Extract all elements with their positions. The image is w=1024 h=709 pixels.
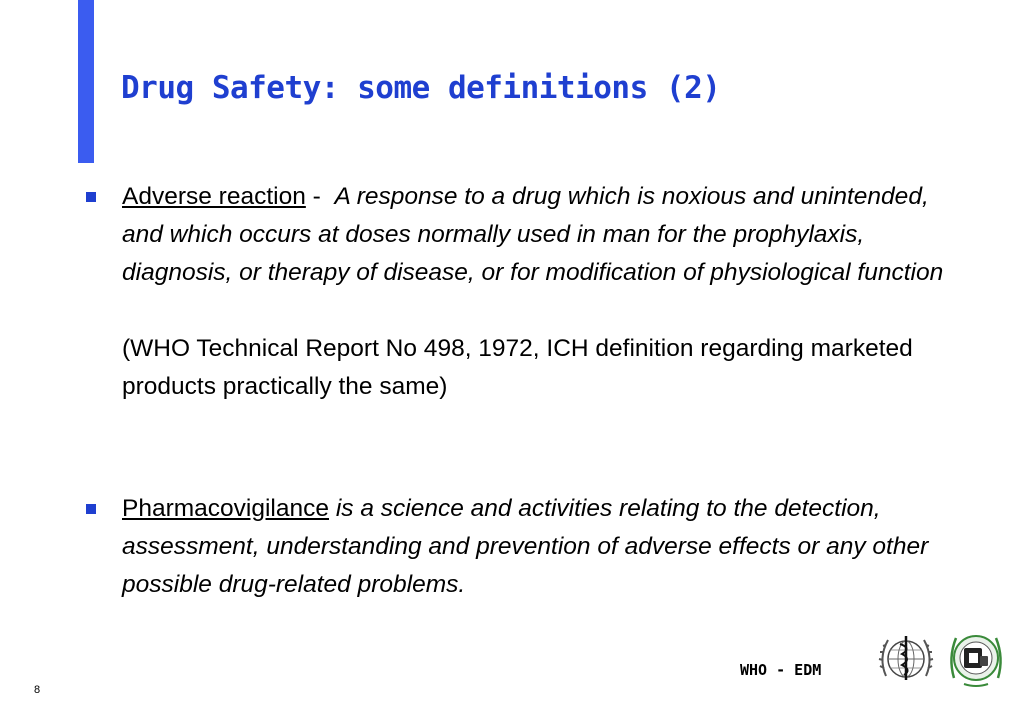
definition-pharmacovigilance: is a science and activities relating to the detection, assessment, understanding and prevention of adverse effects or any other possible drug-related problems. [122,495,929,598]
bullet-adverse-reaction [122,178,962,406]
square-bullet-icon [86,192,96,202]
title-accent-bar [78,0,94,163]
term-adverse-reaction: Adverse reaction [122,183,306,210]
definition-adverse-reaction: A response to a drug which is noxious and unintended, and which occurs at doses normally used in man for the prophylaxis, diagnosis, or therapy of disease, or for modification of physiological function [122,183,944,286]
footer-label: WHO - EDM [740,661,822,679]
bullet-pharmacovigilance [122,490,962,604]
term-pharmacovigilance: Pharmacovigilance [122,495,329,522]
square-bullet-icon [86,504,96,514]
slide-title: Drug Safety: some definitions (2) [121,70,721,106]
page-number: 8 [34,684,41,696]
term-separator: - [305,183,335,210]
who-emblem-icon [874,628,938,690]
term-separator [329,495,336,522]
edm-emblem-icon [944,628,1008,690]
reference-note: (WHO Technical Report No 498, 1972, ICH definition regarding marketed products practically the same) [122,335,913,400]
